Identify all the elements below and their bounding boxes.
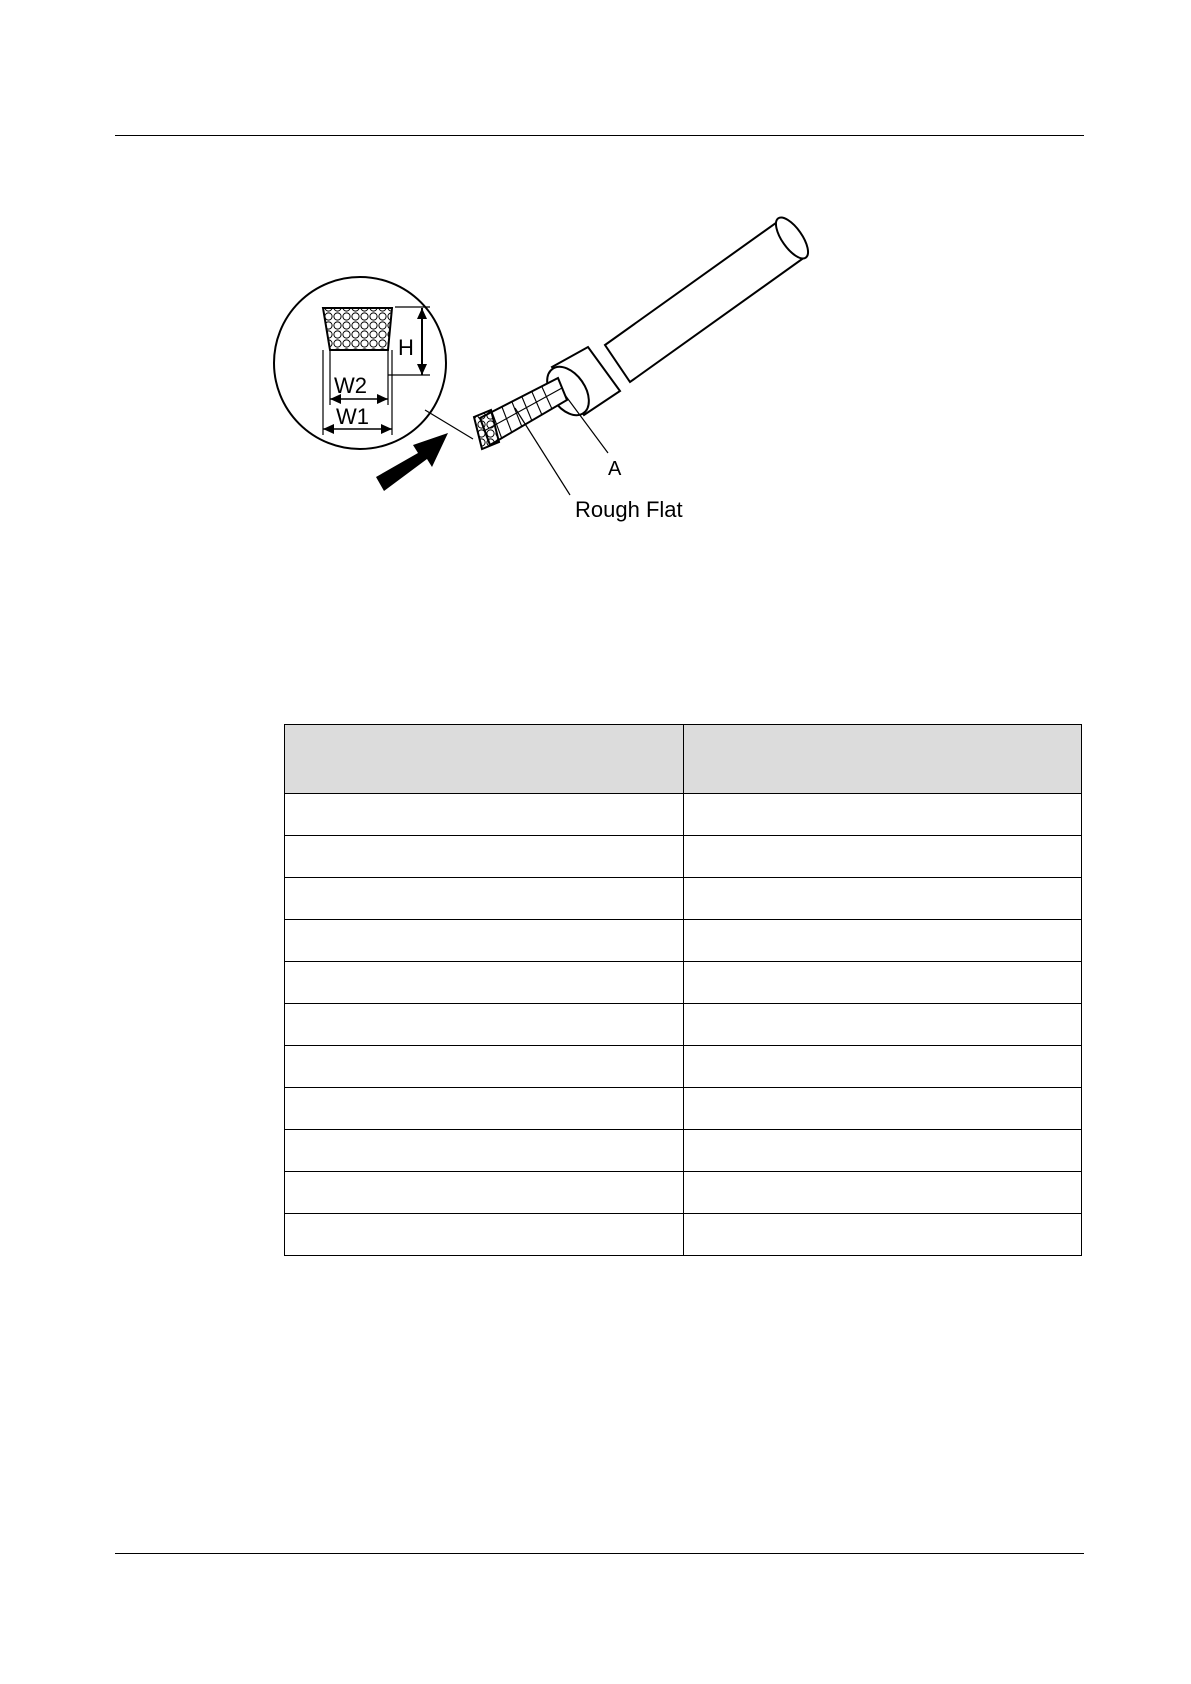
table-cell [684, 1172, 1082, 1214]
table-row [285, 836, 1082, 878]
table-cell [285, 1046, 684, 1088]
label-w1: W1 [336, 404, 369, 429]
table-cell [285, 878, 684, 920]
table-row [285, 878, 1082, 920]
table-cell [285, 794, 684, 836]
table-row [285, 1130, 1082, 1172]
table-cell [684, 836, 1082, 878]
table-cell [684, 878, 1082, 920]
table-cell [684, 1214, 1082, 1256]
table-cell [285, 1172, 684, 1214]
cable [474, 213, 814, 449]
table-row [285, 962, 1082, 1004]
table-cell [684, 1046, 1082, 1088]
table-cell [285, 920, 684, 962]
label-h: H [398, 335, 414, 360]
table-cell [684, 920, 1082, 962]
cable-lug-illustration [270, 195, 830, 540]
footer-rule [115, 1553, 1084, 1554]
label-w2: W2 [334, 373, 367, 398]
table-row [285, 1214, 1082, 1256]
specification-table [284, 724, 1082, 1256]
table-cell [684, 962, 1082, 1004]
table-cell [285, 962, 684, 1004]
table-header-cell [285, 725, 684, 794]
table-cell [684, 1130, 1082, 1172]
table-cell [285, 1004, 684, 1046]
table-cell [684, 1088, 1082, 1130]
table-header-row [285, 725, 1082, 794]
header-rule [115, 135, 1084, 136]
table-row [285, 1172, 1082, 1214]
table-row [285, 1004, 1082, 1046]
table-row [285, 1088, 1082, 1130]
table-cell [684, 1004, 1082, 1046]
cross-section-detail [274, 277, 446, 449]
label-a: A [608, 458, 622, 480]
table-cell [285, 1214, 684, 1256]
table-cell [285, 1088, 684, 1130]
table-row [285, 920, 1082, 962]
table-cell [285, 1130, 684, 1172]
label-rough-flat: Rough Flat [575, 497, 683, 522]
table-row [285, 794, 1082, 836]
table-header-cell [684, 725, 1082, 794]
table-cell [684, 794, 1082, 836]
table-row [285, 1046, 1082, 1088]
table-cell [285, 836, 684, 878]
